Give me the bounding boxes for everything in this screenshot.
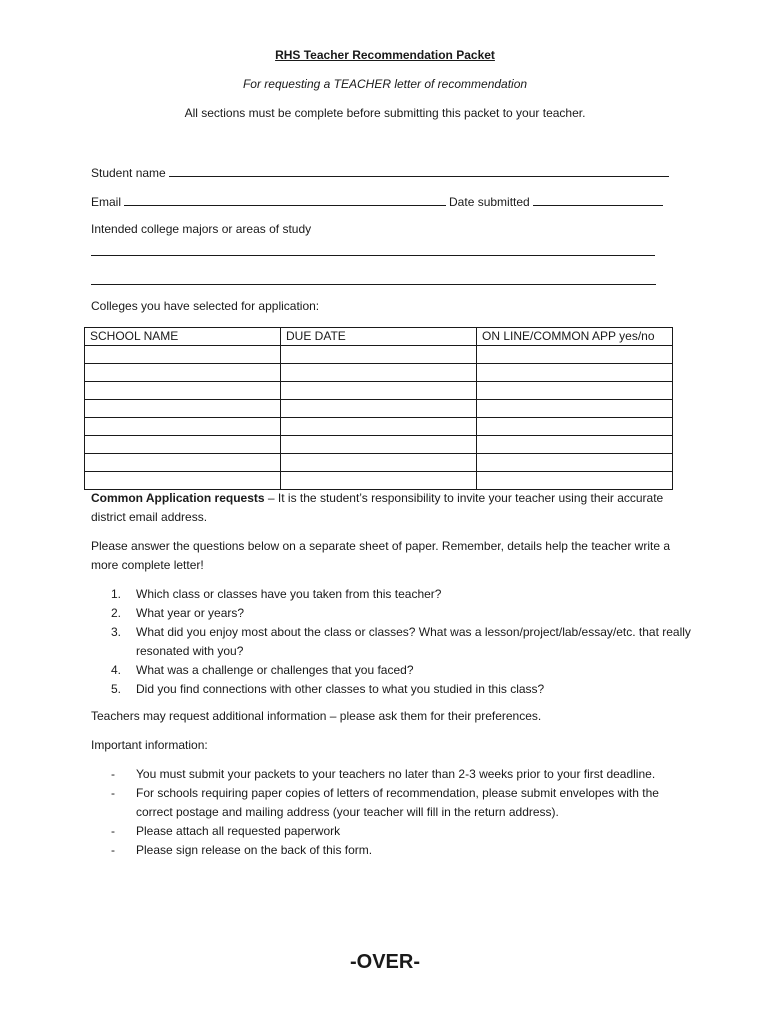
majors-line-1[interactable] — [91, 255, 655, 256]
table-cell[interactable] — [477, 436, 673, 454]
table-cell[interactable] — [281, 364, 477, 382]
table-cell[interactable] — [477, 364, 673, 382]
table-cell[interactable] — [477, 382, 673, 400]
list-marker: 5. — [111, 682, 122, 696]
table-cell[interactable] — [85, 346, 281, 364]
common-app-heading: Common Application requests — [91, 491, 265, 505]
list-item — [91, 680, 691, 699]
table-cell[interactable] — [477, 400, 673, 418]
list-marker: 1. — [111, 587, 122, 601]
list-marker: - — [111, 843, 115, 857]
table-row — [85, 436, 673, 454]
question-text: Did you find connections with other classes to what you studied in this class? — [136, 682, 545, 696]
table-cell[interactable] — [281, 418, 477, 436]
student-name-row — [91, 164, 672, 180]
table-cell[interactable] — [281, 400, 477, 418]
list-item — [91, 822, 691, 841]
important-item-text: You must submit your packets to your teachers no later than 2-3 weeks prior to your first deadline. — [136, 767, 656, 781]
list-item — [91, 765, 691, 784]
document-subtitle: For requesting a TEACHER letter of recommendation — [242, 77, 528, 91]
list-marker: - — [111, 786, 115, 800]
column-header-due-date: DUE DATE — [281, 328, 477, 346]
column-header-school-name: SCHOOL NAME — [85, 328, 281, 346]
colleges-table — [84, 327, 673, 490]
common-app-text: – It is the student’s responsibility to invite your teacher using their accurate district email address. — [91, 491, 664, 524]
table-cell[interactable] — [477, 346, 673, 364]
list-item — [91, 841, 691, 860]
table-cell[interactable] — [477, 472, 673, 490]
important-list — [91, 765, 691, 860]
email-row — [91, 193, 666, 209]
list-item — [91, 623, 691, 661]
table-cell[interactable] — [281, 472, 477, 490]
table-cell[interactable] — [85, 364, 281, 382]
list-item — [91, 784, 691, 822]
common-app-paragraph — [91, 489, 691, 527]
table-cell[interactable] — [85, 436, 281, 454]
table-row — [85, 364, 673, 382]
question-text: What year or years? — [136, 606, 245, 620]
list-item — [91, 585, 691, 604]
table-cell[interactable] — [85, 418, 281, 436]
majors-line-2[interactable] — [91, 284, 656, 285]
table-cell[interactable] — [281, 436, 477, 454]
colleges-label: Colleges you have selected for application: — [91, 299, 320, 313]
teachers-note: Teachers may request additional information – please ask them for their preferences. — [91, 709, 542, 723]
list-marker: 2. — [111, 606, 122, 620]
list-item — [91, 604, 691, 623]
date-submitted-label: Date submitted — [449, 195, 530, 209]
table-row — [85, 382, 673, 400]
list-marker: - — [111, 824, 115, 838]
list-marker: 4. — [111, 663, 122, 677]
table-header-row — [85, 328, 673, 346]
table-cell[interactable] — [281, 346, 477, 364]
question-text: What did you enjoy most about the class or classes? What was a lesson/project/lab/essay/etc. that really resonated with you? — [136, 625, 691, 658]
table-cell[interactable] — [85, 472, 281, 490]
table-cell[interactable] — [85, 382, 281, 400]
question-text: What was a challenge or challenges that you faced? — [136, 663, 414, 677]
over-footer: -OVER- — [350, 951, 420, 973]
list-item — [91, 661, 691, 680]
table-cell[interactable] — [477, 454, 673, 472]
document-title: RHS Teacher Recommendation Packet — [275, 48, 495, 62]
table-row — [85, 454, 673, 472]
questions-intro: Please answer the questions below on a separate sheet of paper. Remember, details help the teacher write a more complete letter! — [91, 539, 671, 572]
important-item-text: Please attach all requested paperwork — [136, 824, 341, 838]
table-cell[interactable] — [477, 418, 673, 436]
student-name-field[interactable] — [169, 164, 669, 177]
email-field[interactable] — [124, 193, 446, 206]
email-label: Email — [91, 195, 122, 209]
document-intro: All sections must be complete before submitting this packet to your teacher. — [184, 106, 586, 120]
important-item-text: For schools requiring paper copies of letters of recommendation, please submit envelopes with the correct postage and mailing address (your teacher will fill in the return address). — [136, 786, 659, 819]
date-submitted-field[interactable] — [533, 193, 663, 206]
majors-label: Intended college majors or areas of study — [91, 222, 312, 236]
list-marker: 3. — [111, 625, 122, 639]
table-cell[interactable] — [281, 382, 477, 400]
table-row — [85, 400, 673, 418]
column-header-online-common-app: ON LINE/COMMON APP yes/no — [477, 328, 673, 346]
table-row — [85, 418, 673, 436]
table-row — [85, 346, 673, 364]
important-label: Important information: — [91, 738, 208, 752]
questions-list — [91, 585, 691, 699]
table-cell[interactable] — [85, 400, 281, 418]
table-row — [85, 472, 673, 490]
table-cell[interactable] — [281, 454, 477, 472]
table-cell[interactable] — [85, 454, 281, 472]
student-name-label: Student name — [91, 166, 166, 180]
important-item-text: Please sign release on the back of this form. — [136, 843, 373, 857]
list-marker: - — [111, 767, 115, 781]
question-text: Which class or classes have you taken from this teacher? — [136, 587, 442, 601]
